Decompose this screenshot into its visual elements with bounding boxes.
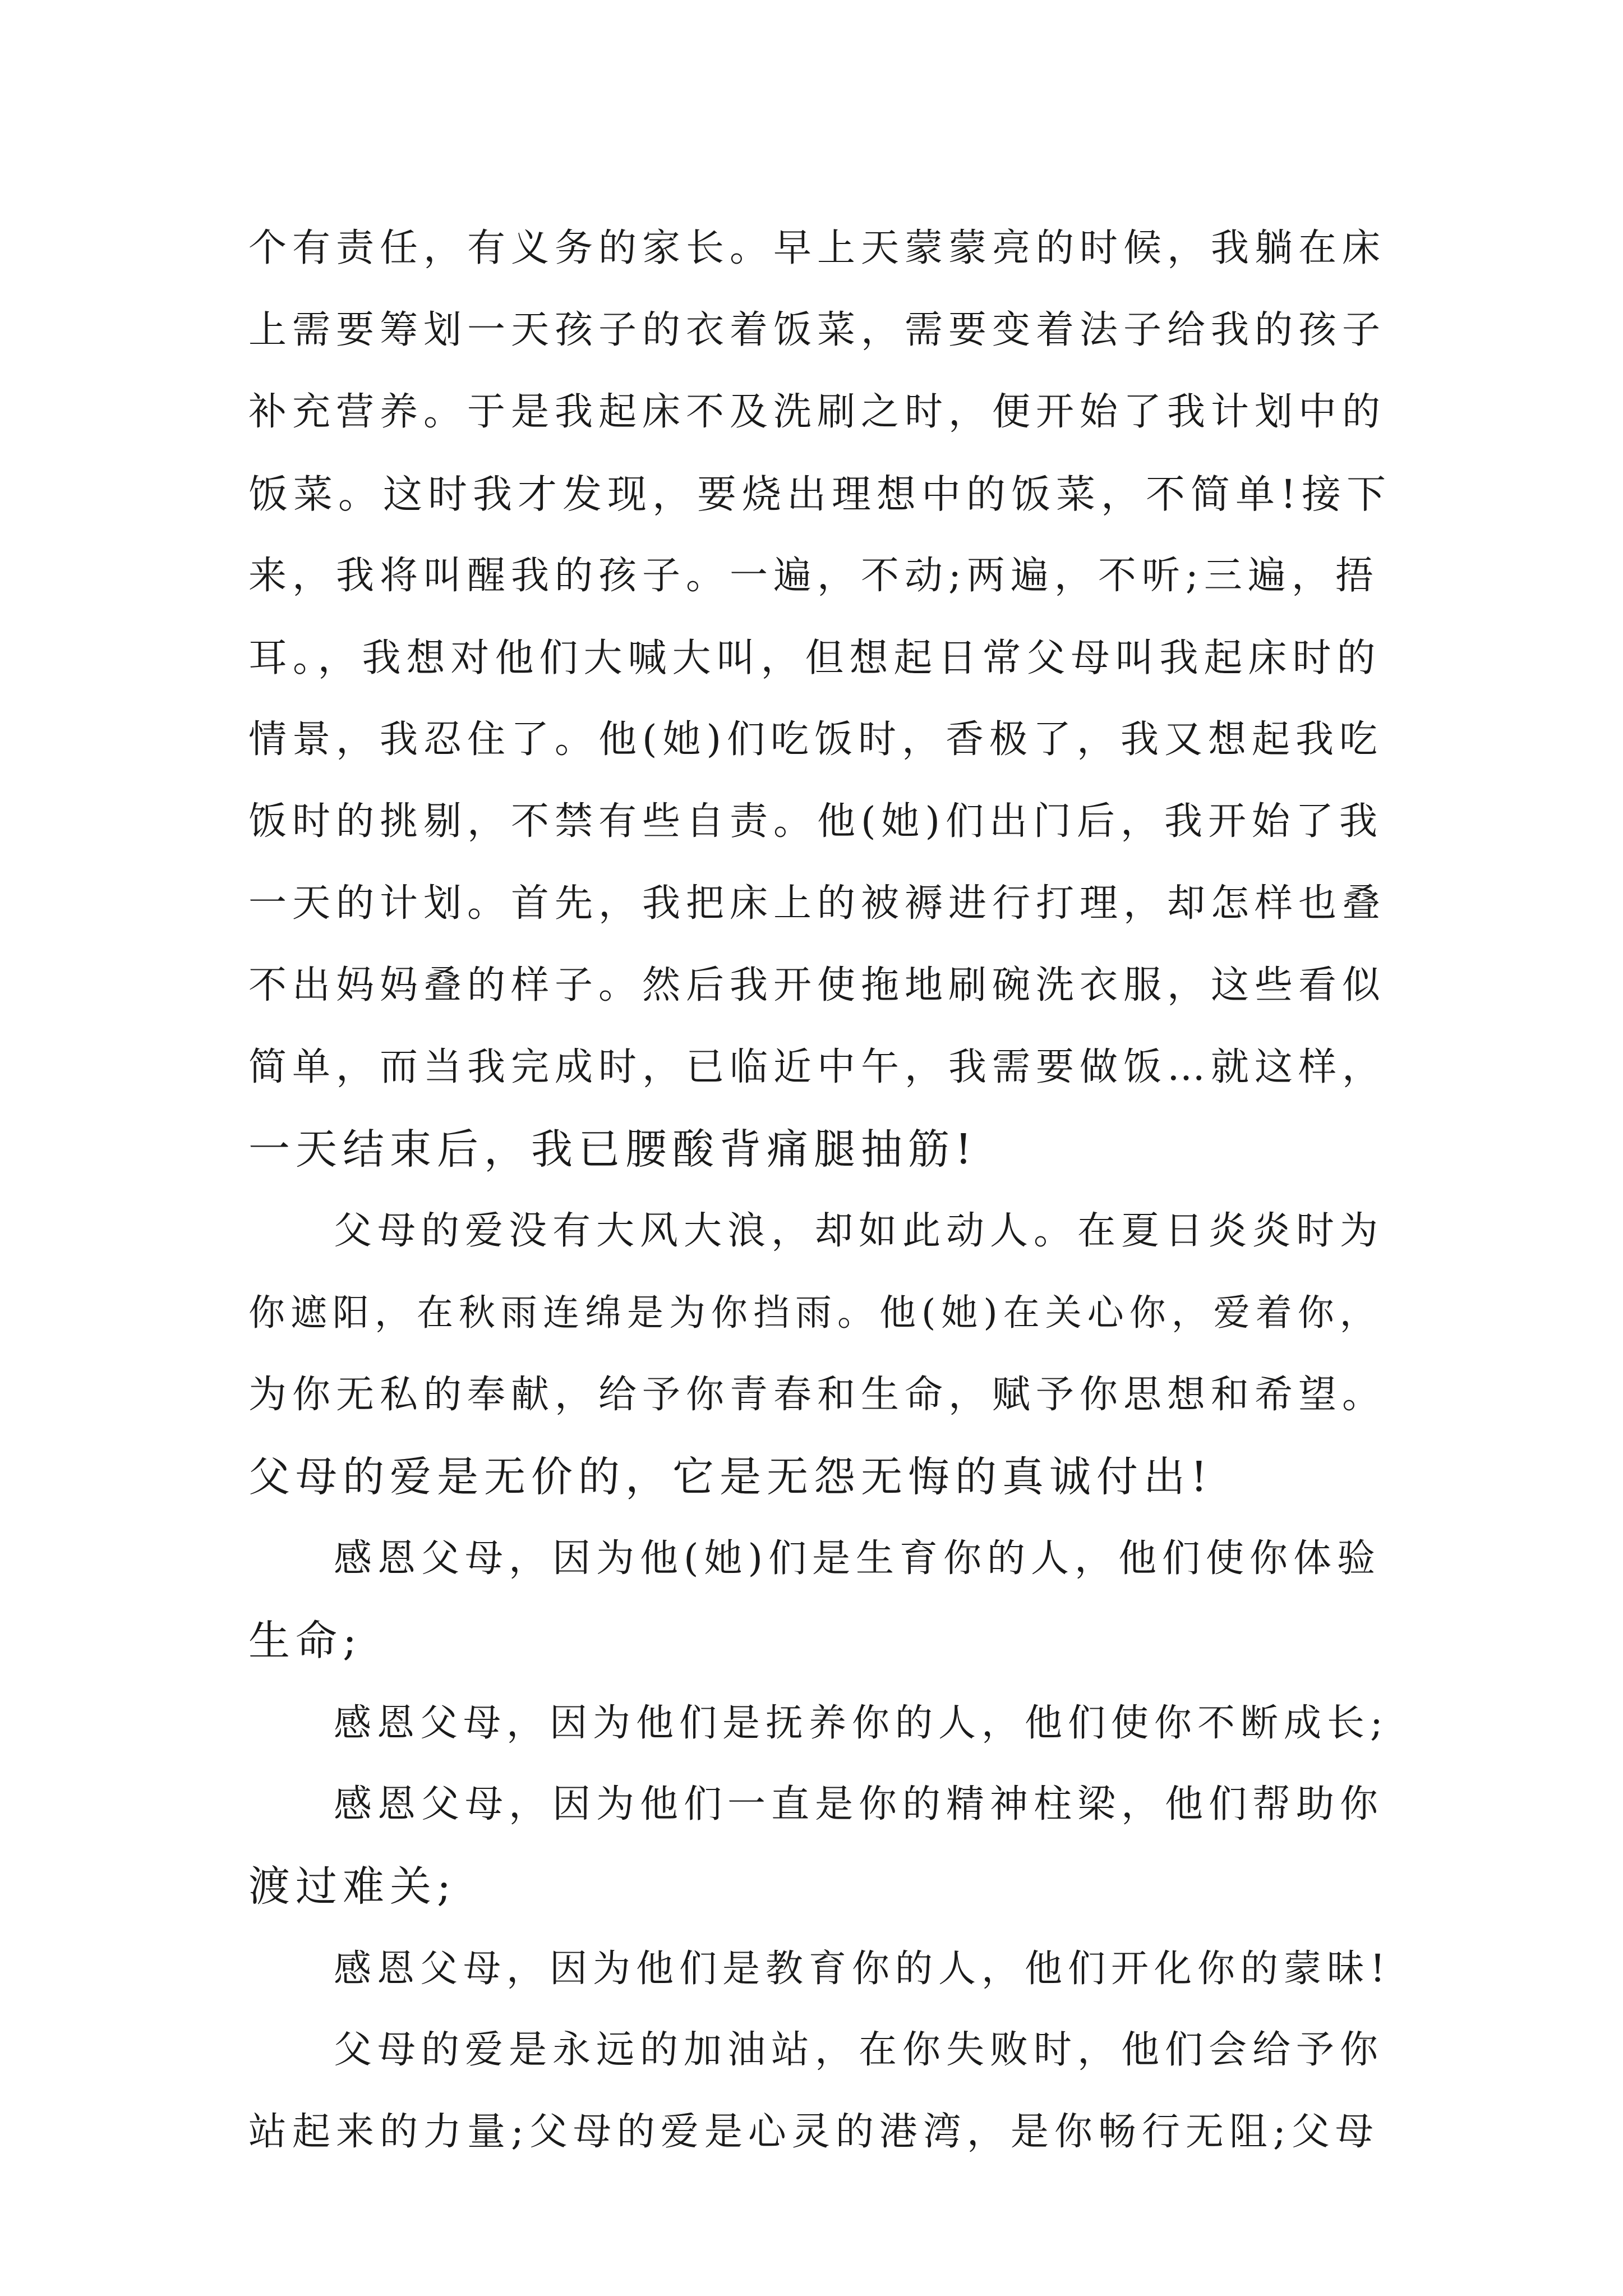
text-line: 渡过难关; <box>248 1862 457 1911</box>
text-line: 个有责任，有义务的家长。早上天蒙蒙亮的时候，我躺在床 <box>248 226 1386 270</box>
text-line: 耳。，我想对他们大喊大叫，但想起日常父母叫我起床时的 <box>248 636 1381 680</box>
text-line: 简单，而当我完成时，已临近中午，我需要做饭…就这样， <box>248 1045 1386 1089</box>
paragraph-first-line: 感恩父母，因为他们是抚养你的人，他们使你不断成长; <box>334 1701 1389 1745</box>
body-text <box>248 208 1393 2173</box>
paragraph-first-line: 感恩父母，因为他们是教育你的人，他们开化你的蒙昧! <box>334 1947 1391 1990</box>
paragraph-first-line: 父母的爱没有大风大浪，却如此动人。在夏日炎炎时为 <box>334 1209 1384 1253</box>
text-line: 一天的计划。首先，我把床上的被褥进行打理，却怎样也叠 <box>248 881 1386 926</box>
text-line: 为你无私的奉献，给予你青春和生命，赋予你思想和希望。 <box>248 1373 1386 1417</box>
text-line: 一天结束后，我已腰酸背痛腿抽筋! <box>248 1125 978 1174</box>
text-line: 你遮阳，在秋雨连绵是为你挡雨。他(她)在关心你，爱着你， <box>248 1292 1382 1334</box>
text-line: 饭时的挑剔，不禁有些自责。他(她)们出门后，我开始了我 <box>248 799 1384 844</box>
text-line: 生命; <box>248 1617 362 1665</box>
text-line: 饭菜。这时我才发现，要烧出理想中的饭菜，不简单!接下 <box>248 471 1392 517</box>
paragraph-first-line: 父母的爱是永远的加油站，在你失败时，他们会给予你 <box>334 2028 1384 2072</box>
text-line: 补充营养。于是我起床不及洗刷之时，便开始了我计划中的 <box>248 390 1386 434</box>
text-line: 来，我将叫醒我的孩子。一遍，不动;两遍，不听;三遍，捂 <box>248 554 1379 598</box>
paragraph-first-line: 感恩父母，因为他们一直是你的精神柱梁，他们帮助你 <box>334 1782 1384 1826</box>
text-line: 不出妈妈叠的样子。然后我开使拖地刷碗洗衣服，这些看似 <box>248 963 1386 1007</box>
text-line: 上需要筹划一天孩子的衣着饭菜，需要变着法子给我的孩子 <box>248 308 1386 352</box>
text-line: 站起来的力量;父母的爱是心灵的港湾，是你畅行无阻;父母 <box>248 2110 1379 2154</box>
text-line: 父母的爱是无价的，它是无怨无悔的真诚付出! <box>248 1453 1213 1501</box>
text-line: 情景，我忍住了。他(她)们吃饭时，香极了，我又想起我吃 <box>248 717 1384 762</box>
paragraph-first-line: 感恩父母，因为他(她)们是生育你的人，他们使你体验 <box>334 1536 1381 1581</box>
